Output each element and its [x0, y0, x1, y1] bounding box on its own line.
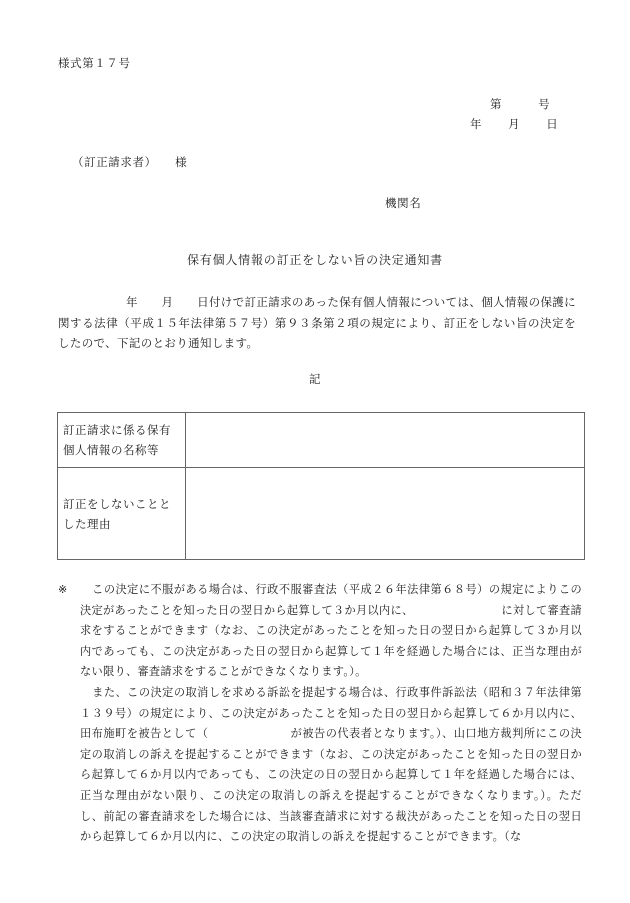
table-row-value[interactable]	[186, 413, 585, 468]
information-table	[57, 412, 585, 560]
footnote-block	[58, 580, 582, 848]
date-year-label: 年	[470, 117, 483, 131]
note-mark-icon: ※	[58, 583, 68, 596]
table-row-label: 訂正をしないこととした理由	[58, 468, 186, 560]
footnote-paragraph-1-part-b: に対して審査請求をすることができます（なお、この決定があったことを知った日の翌日から起算して３か月以内であっても、この決定があった日の翌日から起算して１年を経過した場合には、正当な理由がない限り、審査請求をすることができなくなります。）。	[80, 603, 582, 679]
footnote-paragraph-2-part-b: が被告の代表者となります。）、山口地方裁判所にこの決定の取消しの訴えを提起することができます（なお、この決定があったことを知った日の翌日から起算して６か月以内であっても、この決定の日の翌日から起算して１年を経過した場合には、正当な理由がない限り、この決定の取消しの訴えを提起することができなくなります。）。ただし、前記の審査請求をした場合には、当該審査請求に対する裁決があったことを知った日の翌日から起算して６か月以内に、この決定の取消しの訴えを提起することができます。（な	[80, 727, 582, 844]
date-day-label: 日	[546, 117, 559, 131]
body-paragraph	[58, 292, 576, 354]
footnote-paragraph-2	[80, 683, 582, 848]
form-number: 様式第１７号	[58, 56, 131, 70]
agency-name: 機関名	[385, 196, 422, 210]
document-number-suffix: 号	[538, 97, 551, 111]
document-number-row	[430, 94, 590, 114]
ki-marker: 記	[308, 372, 322, 386]
document-number-date-block	[430, 94, 590, 134]
footnote-paragraph-2-part-a: また、この決定の取消しを求める訴訟を提起する場合は、行政事件訴訟法（昭和３７年法律第１３９号）の規定により、この決定があったことを知った日の翌日から起算して６か月以内に、田布施町を被告として（	[80, 685, 582, 741]
table-row	[58, 468, 585, 560]
table-row-value[interactable]	[186, 468, 585, 560]
body-paragraph-text: 年 月 日付けで訂正請求のあった保有個人情報については、個人情報の保護に関する法律（平成１５年法律第５７号）第９３条第２項の規定により、訂正をしない旨の決定をしたので、下記のとおり通知します。	[58, 295, 576, 350]
addressee-line: （訂正請求者） 様	[72, 155, 188, 169]
page-title: 保有個人情報の訂正をしない旨の決定通知書	[186, 253, 443, 267]
document-date-row	[430, 114, 590, 134]
footnote-paragraph-1-part-a: この決定に不服がある場合は、行政不服審査法（平成２６年法律第６８号）の規定によりこの決定があったことを知った日の翌日から起算して３か月以内に、	[80, 583, 582, 617]
date-month-label: 月	[508, 117, 521, 131]
footnote-paragraph-1	[80, 580, 582, 683]
table-row	[58, 413, 585, 468]
document-number-label: 第	[490, 97, 503, 111]
table-row-label: 訂正請求に係る保有個人情報の名称等	[58, 413, 186, 468]
